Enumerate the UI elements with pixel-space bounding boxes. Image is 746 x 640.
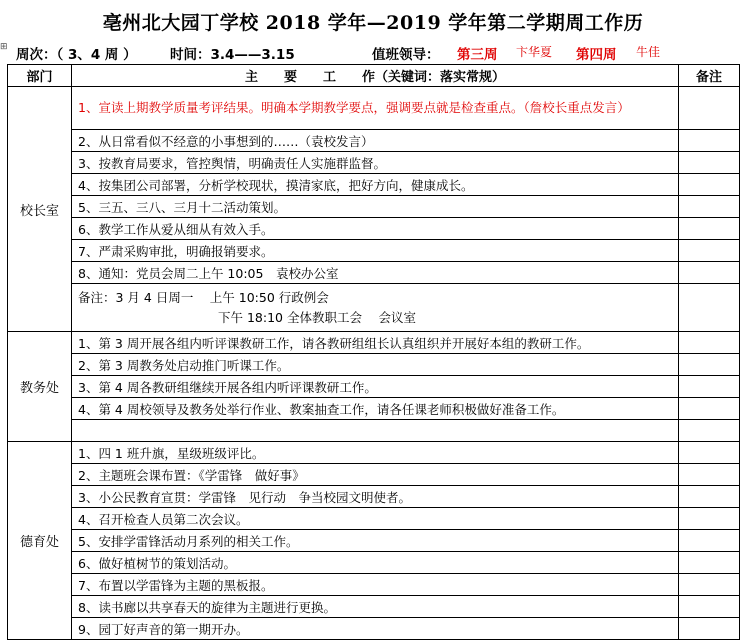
- table-cell: 6、教学工作从爱从细从有效入手。: [72, 218, 679, 240]
- remark-line-2: 下午 18:10 全体教职工会 会议室: [218, 309, 416, 325]
- remark-cell: [679, 574, 740, 596]
- table-cell: 2、第 3 周教务处启动推门听课工作。: [72, 354, 679, 376]
- table-row: [8, 464, 740, 486]
- dept-cell-academic: 教务处: [8, 332, 72, 442]
- table-cell: 7、严肃采购审批，明确报销要求。: [72, 240, 679, 262]
- remark-cell: [679, 240, 740, 262]
- table-row: [8, 130, 740, 152]
- table-row: [8, 87, 740, 130]
- table-row: [8, 284, 740, 332]
- table-row: [8, 376, 740, 398]
- table-row: [8, 240, 740, 262]
- table-row: [8, 442, 740, 464]
- week4-leader: 牛佳: [636, 45, 661, 59]
- table-row: [8, 618, 740, 640]
- info-line: [12, 43, 742, 63]
- remark-cell: [679, 508, 740, 530]
- table-row: [8, 486, 740, 508]
- table-row: [8, 574, 740, 596]
- duty-label: 值班领导：: [372, 47, 440, 63]
- table-cell: 8、读书廊以共享春天的旋律为主题进行更换。: [72, 596, 679, 618]
- remark-cell: [679, 596, 740, 618]
- table-cell-empty: [72, 420, 679, 442]
- table-cell: 4、召开检查人员第二次会议。: [72, 508, 679, 530]
- table-cell-remark-text: [72, 284, 679, 332]
- dept-cell-principal: 校长室: [8, 87, 72, 332]
- remark-cell: [679, 174, 740, 196]
- table-cell: 8、通知：党员会周二上午 10:05 袁校办公室: [72, 262, 679, 284]
- table-cell: 5、安排学雷锋活动月系列的相关工作。: [72, 530, 679, 552]
- table-row: [8, 530, 740, 552]
- week3-leader: 卞华夏: [516, 45, 553, 59]
- remark-cell: [679, 284, 740, 332]
- remark-cell: [679, 552, 740, 574]
- remark-cell: [679, 332, 740, 354]
- remark-cell: [679, 262, 740, 284]
- remark-cell: [679, 464, 740, 486]
- remark-cell: [679, 618, 740, 640]
- table-row: [8, 152, 740, 174]
- table-row: [8, 508, 740, 530]
- table-cell: 1、宣读上期教学质量考评结果。明确本学期教学要点，强调要点就是检查重点。（詹校长重点发言）: [72, 87, 679, 130]
- table-cell: 5、三五、三八、三月十二活动策划。: [72, 196, 679, 218]
- table-cell: 2、主题班会课布置：《学雷锋 做好事》: [72, 464, 679, 486]
- header-main-work: 主 要 工 作（关键词：落实常规）: [72, 65, 679, 87]
- table-cell: 2、从日常看似不经意的小事想到的……（袁校发言）: [72, 130, 679, 152]
- table-cell: 1、第 3 周开展各组内听评课教研工作，请各教研组组长认真组织并开展好本组的教研工作。: [72, 332, 679, 354]
- table-row: [8, 354, 740, 376]
- remark-cell: [679, 442, 740, 464]
- header-remark: 备注: [679, 65, 740, 87]
- table-cell: 3、按教育局要求，管控舆情，明确责任人实施群监督。: [72, 152, 679, 174]
- remark-line-1: 备注：3 月 4 日周一 上午 10:50 行政例会: [78, 289, 329, 305]
- table-row: [8, 420, 740, 442]
- table-cell: 6、做好植树节的策划活动。: [72, 552, 679, 574]
- page-title: 亳州北大园丁学校 2018 学年—2019 学年第二学期周工作历: [102, 12, 644, 34]
- remark-cell: [679, 354, 740, 376]
- table-cell: 9、园丁好声音的第一期开办。: [72, 618, 679, 640]
- table-cell: 1、四 1 班升旗，星级班级评比。: [72, 442, 679, 464]
- remark-cell: [679, 486, 740, 508]
- remark-cell: [679, 530, 740, 552]
- table-cell: 3、第 4 周各教研组继续开展各组内听评课教研工作。: [72, 376, 679, 398]
- dept-cell-moral: 德育处: [8, 442, 72, 640]
- week4-label: 第四周: [576, 47, 617, 63]
- table-cell: 4、按集团公司部署，分析学校现状，摸清家底，把好方向，健康成长。: [72, 174, 679, 196]
- table-cell: 7、布置以学雷锋为主题的黑板报。: [72, 574, 679, 596]
- table-cell: 4、第 4 周校领导及教务处举行作业、教案抽查工作，请各任课老师积极做好准备工作。: [72, 398, 679, 420]
- remark-cell: [679, 130, 740, 152]
- remark-cell: [679, 87, 740, 130]
- work-calendar-table: [7, 64, 740, 640]
- remark-cell: [679, 420, 740, 442]
- table-row: [8, 332, 740, 354]
- table-row: [8, 262, 740, 284]
- remark-cell: [679, 376, 740, 398]
- table-anchor-icon[interactable]: ⊞: [0, 42, 8, 52]
- remark-cell: [679, 196, 740, 218]
- remark-cell: [679, 398, 740, 420]
- table-row: [8, 552, 740, 574]
- remark-cell: [679, 218, 740, 240]
- table-row: [8, 218, 740, 240]
- table-header-row: [8, 65, 740, 87]
- remark-cell: [679, 152, 740, 174]
- table-cell: 3、小公民教育宣贯：学雷锋 见行动 争当校园文明使者。: [72, 486, 679, 508]
- week-label: 周次：（ 3、4 周 ）: [16, 47, 137, 63]
- time-label: 时间：3.4——3.15: [170, 47, 295, 63]
- header-dept: 部门: [8, 65, 72, 87]
- table-row: [8, 196, 740, 218]
- table-row: [8, 398, 740, 420]
- table-row: [8, 174, 740, 196]
- week3-label: 第三周: [457, 47, 498, 63]
- table-row: [8, 596, 740, 618]
